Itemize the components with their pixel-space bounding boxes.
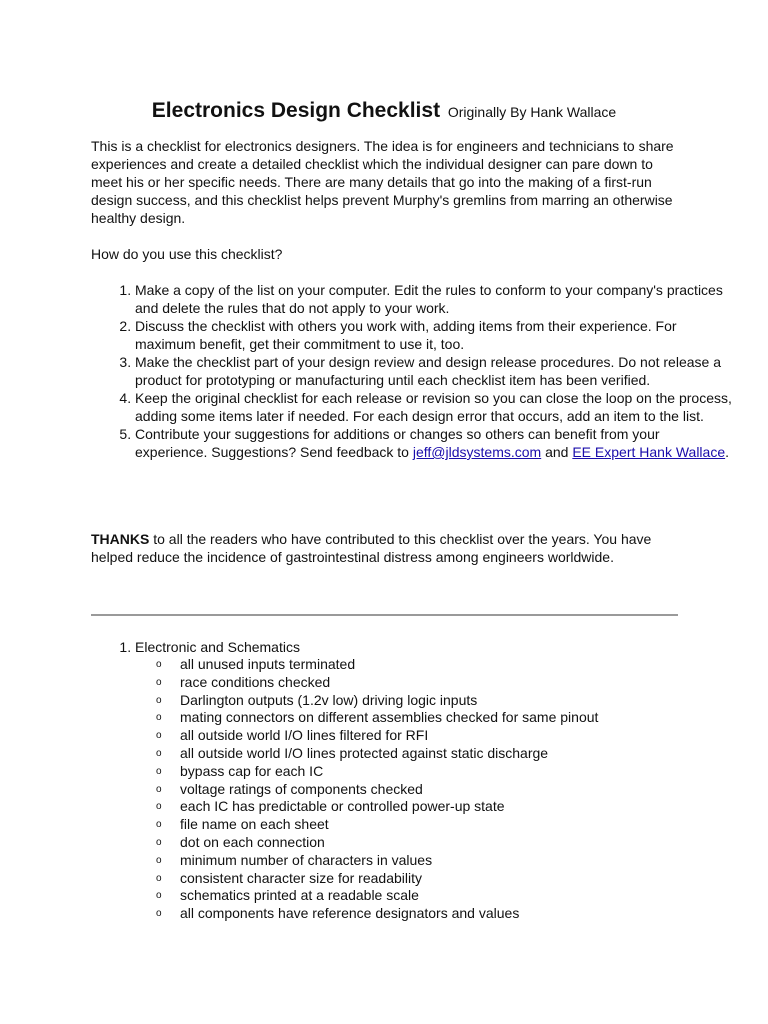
checklist-item-text: Darlington outputs (1.2v low) driving logic inputs [180, 691, 478, 708]
thanks-paragraph [91, 530, 681, 566]
thanks-bold: THANKS [91, 531, 150, 547]
thanks-text: to all the readers who have contributed to this checklist over the years. You have helped reduce the incidence of gastrointestinal distress among engineers worldwide. [91, 531, 652, 565]
bullet-icon: o [156, 890, 162, 902]
bullet-icon: o [156, 819, 162, 831]
usage-step: 3. Make the checklist part of your design review and design release procedures. Do not release a product for prototyping or manufacturing until each checklist item has been verified. [135, 353, 735, 389]
checklist-item-text: each IC has predictable or controlled power-up state [180, 798, 505, 815]
bullet-icon: o [156, 712, 162, 724]
checklist-item [135, 870, 735, 888]
intro-paragraph: This is a checklist for electronics designers. The idea is for engineers and technicians to share experiences and create a detailed checklist which the individual designer can pare down to meet his or her specific needs. There are many details that go into the making of a first-run design success, and this checklist helps prevent Murphy's gremlins from marring an otherwise healthy design. [91, 138, 674, 226]
checklist-item [135, 656, 735, 674]
checklist-item-text: voltage ratings of components checked [180, 780, 423, 797]
usage-question: How do you use this checklist? [91, 246, 283, 262]
document-header [0, 95, 768, 125]
step5-text-before: Contribute your suggestions for additions or changes so others can benefit from your experience. Suggestions? Send feedback to [135, 426, 660, 460]
checklist-item-text: race conditions checked [180, 673, 331, 690]
checklist-item [135, 905, 735, 923]
checklist-item-text: all outside world I/O lines protected against static discharge [180, 744, 549, 761]
usage-step [135, 425, 735, 461]
checklist-item [135, 692, 735, 710]
checklist-item [135, 727, 735, 745]
horizontal-divider [91, 614, 678, 616]
checklist-item [135, 816, 735, 834]
usage-step: 1. Make a copy of the list on your computer. Edit the rules to conform to your company's practices and delete the rules that do not apply to your work. [135, 281, 735, 317]
expert-link[interactable]: EE Expert Hank Wallace [572, 444, 726, 460]
checklist-sections [91, 638, 735, 923]
checklist-item [135, 834, 735, 852]
checklist-item-text: minimum number of characters in values [180, 851, 433, 868]
checklist-items [135, 656, 735, 923]
page-title: Electronics Design Checklist [151, 99, 441, 122]
bullet-icon: o [156, 783, 162, 795]
bullet-icon: o [156, 747, 162, 759]
checklist-item [135, 887, 735, 905]
step5-text-middle: and [541, 444, 573, 460]
checklist-item [135, 781, 735, 799]
checklist-item-text: consistent character size for readability [180, 869, 422, 886]
checklist-item-text: mating connectors on different assemblies checked for same pinout [180, 709, 599, 726]
checklist-item-text: all outside world I/O lines filtered for RFI [180, 727, 429, 744]
bullet-icon: o [156, 801, 162, 813]
bullet-icon: o [156, 908, 162, 920]
checklist-item-text: file name on each sheet [180, 816, 329, 833]
usage-step: 4. Keep the original checklist for each release or revision so you can close the loop on the process, adding some items later if needed. For each design error that occurs, add an item to the list. [135, 389, 735, 425]
checklist-item-text: all components have reference designators and values [180, 905, 520, 922]
step5-text-after: . [725, 444, 729, 460]
bullet-icon: o [156, 676, 162, 688]
checklist-item [135, 745, 735, 763]
bullet-icon: o [156, 765, 162, 777]
checklist-item-text: schematics printed at a readable scale [180, 887, 419, 904]
section-title: Electronic and Schematics [135, 639, 300, 655]
checklist-item [135, 798, 735, 816]
checklist-item [135, 763, 735, 781]
page-subtitle: Originally By Hank Wallace [447, 104, 617, 120]
checklist-item-text: dot on each connection [180, 833, 325, 850]
bullet-icon: o [156, 730, 162, 742]
checklist-item [135, 709, 735, 727]
email-link[interactable]: jeff@jldsystems.com [412, 444, 542, 460]
bullet-icon: o [156, 694, 162, 706]
checklist-item-text: bypass cap for each IC [180, 762, 324, 779]
checklist-section [135, 638, 735, 923]
bullet-icon: o [156, 872, 162, 884]
bullet-icon: o [156, 854, 162, 866]
bullet-icon: o [156, 836, 162, 848]
checklist-item-text: all unused inputs terminated [180, 656, 356, 672]
usage-steps-list [91, 281, 735, 461]
checklist-item [135, 852, 735, 870]
bullet-icon: o [156, 659, 162, 670]
usage-step: 2. Discuss the checklist with others you work with, adding items from their experience. For maximum benefit, get their commitment to use it, too. [135, 317, 735, 353]
checklist-item [135, 674, 735, 692]
